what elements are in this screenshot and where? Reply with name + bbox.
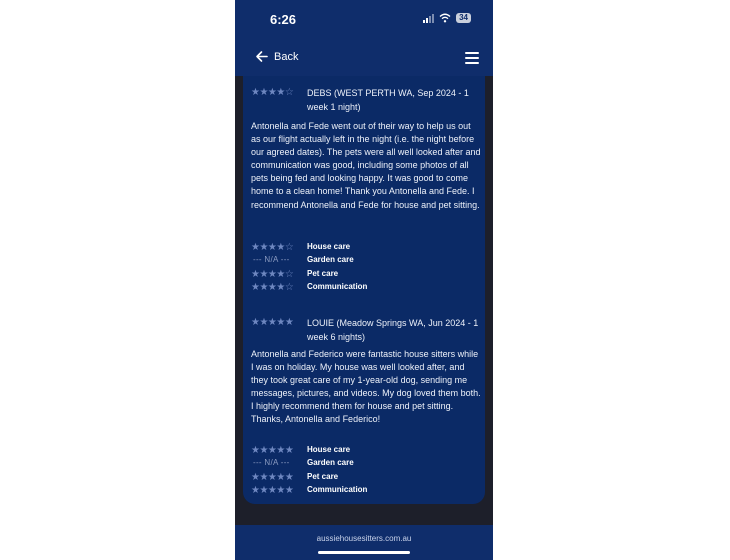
rating-row-house-care [251,241,481,254]
wifi-icon [439,13,451,23]
review-header [243,84,485,114]
rating-stars: ★★★★☆ [251,242,294,253]
review-text: Antonella and Federico were fantastic house sitters while I was on holiday. My house was well looked after, and they took great care of my 1-year-old dog, sending me messages, pictures, and videos. My dog loved them both. I highly recommend them for house and pet sitting. Thanks, Antonella and Federico! [251,349,481,425]
rating-row-garden-care [251,457,481,470]
rating-category: Communication [307,281,368,291]
rating-category: House care [307,445,351,454]
back-label: Back [274,50,299,63]
site-url[interactable]: aussiehousesitters.com.au [316,534,412,543]
back-button[interactable] [255,50,298,63]
rating-stars: ★★★★★ [251,471,294,483]
home-indicator[interactable] [318,551,410,554]
review-item [243,314,485,496]
status-bar [235,0,493,40]
status-time: 6:26 [270,12,297,27]
rating-breakdown [251,444,481,497]
rating-row-pet-care [251,471,481,484]
rating-category: Communication [307,484,368,494]
reviewer-name: DEBS (WEST PERTH WA, Sep 2024 - 1 week 1 night) [307,88,469,112]
rating-category: Garden care [307,458,354,468]
rating-row-communication [251,484,481,497]
browser-footer [235,525,493,560]
rating-stars: ★★★★☆ [251,268,294,280]
signal-icon [423,13,434,23]
arrow-left-icon [255,50,268,63]
rating-category: Garden care [307,255,354,265]
rating-not-applicable: --- N/A --- [253,255,290,265]
rating-stars: ★★★★★ [251,445,294,456]
review-header [243,314,485,344]
rating-row-communication [251,281,481,294]
rating-breakdown [251,241,481,294]
rating-category: House care [307,242,351,251]
review-text: Antonella and Fede went out of their way to help us out as our flight actually left in the night (i.e. the night before our agreed dates). The pets were all well looked after and communication was good, including some photos of all pets being fed and looking happy. It was good to come home to a clean home! Thank you Antonella and Fede. I recommend Antonella and Fede for house and pet sitting. [251,121,481,210]
battery-icon: 34 [456,13,471,23]
nav-bar [235,40,493,76]
rating-stars: ★★★★★ [251,484,294,496]
rating-row-garden-care [251,254,481,267]
rating-not-applicable: --- N/A --- [253,458,290,468]
rating-category: Pet care [307,268,339,278]
phone-screen [235,0,493,560]
overall-rating-stars: ★★★★☆ [251,87,294,98]
hamburger-menu-icon[interactable] [465,52,479,64]
status-icons [423,13,471,23]
rating-row-pet-care [251,268,481,281]
reviewer-name: LOUIE (Meadow Springs WA, Jun 2024 - 1 week 6 nights) [307,318,479,342]
rating-row-house-care [251,444,481,457]
reviews-card [243,76,485,504]
rating-stars: ★★★★☆ [251,281,294,293]
review-item [243,84,485,293]
overall-rating-stars: ★★★★★ [251,317,294,328]
rating-category: Pet care [307,471,339,481]
